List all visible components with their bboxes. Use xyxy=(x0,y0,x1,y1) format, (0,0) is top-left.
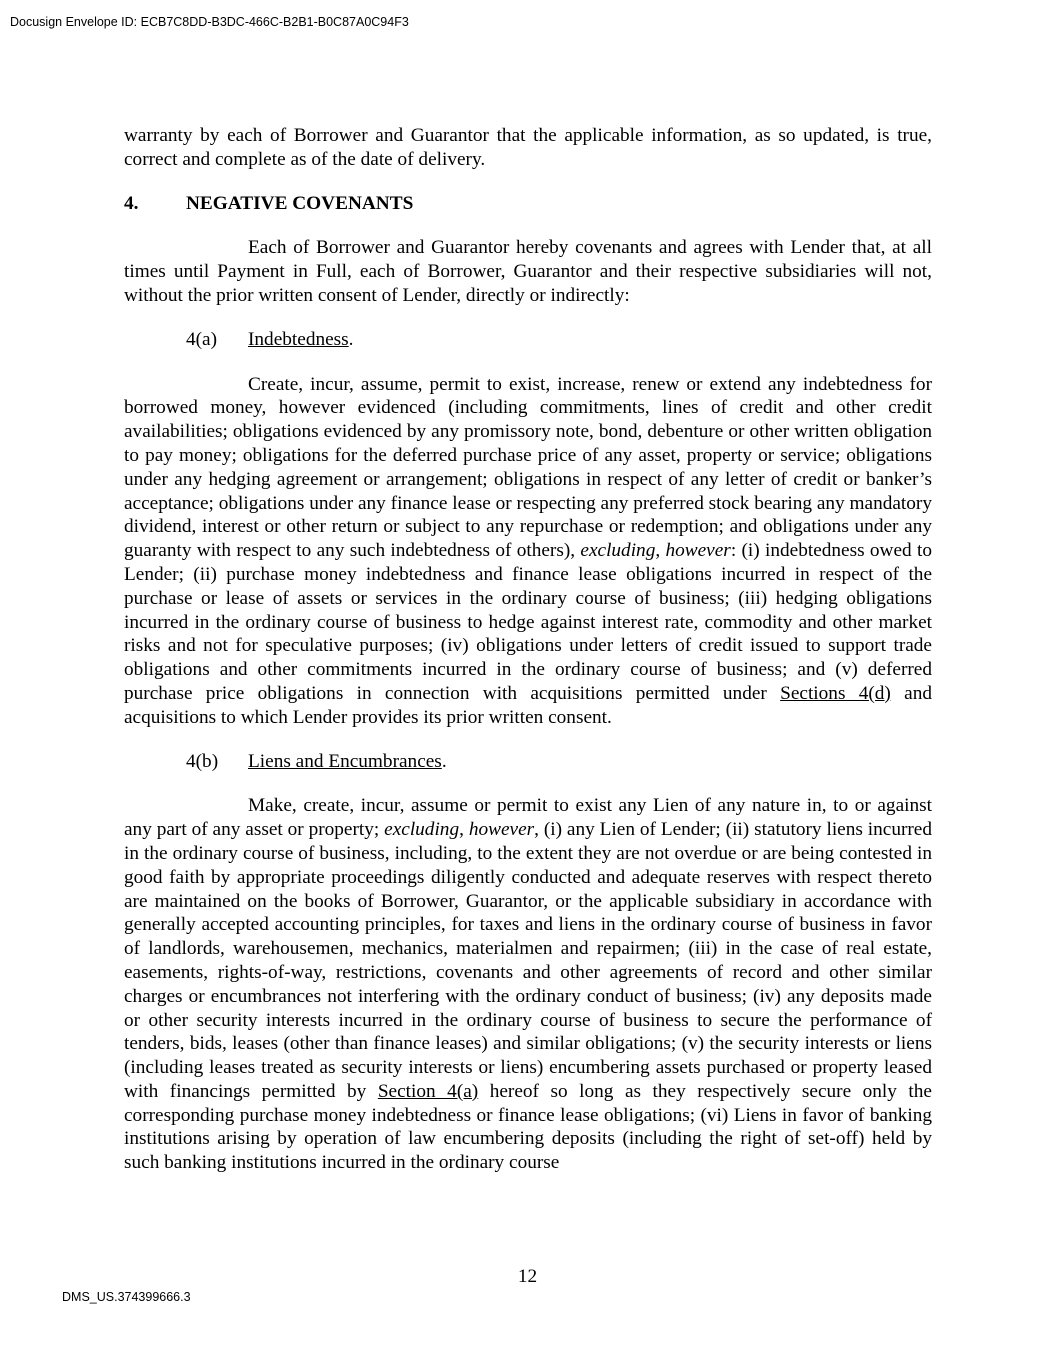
excluding-term: excluding xyxy=(384,819,460,841)
text-run: , xyxy=(459,819,469,841)
document-id: DMS_US.374399666.3 xyxy=(62,1290,191,1304)
docusign-envelope-id: Docusign Envelope ID: ECB7C8DD-B3DC-466C-B2B1-B0C87A0C94F3 xyxy=(10,15,409,29)
indebtedness-paragraph xyxy=(124,373,932,730)
subsection-title-period: . xyxy=(441,751,447,773)
section-reference: Section 4(a) xyxy=(377,1080,479,1102)
text-run: hereof so long as they respectively secure only the corresponding purchase money indebtedness or finance lease obligations; (vi) Liens in favor of banking institutions arising by operation of law encumbering deposits (including the right of set-off) held by such banking institutions incurred in the ordinary course xyxy=(124,1080,932,1174)
section-title: NEGATIVE COVENANTS xyxy=(186,193,414,215)
subsection-number: 4(a) xyxy=(186,329,218,351)
text-run: , (i) any Lien of Lender; (ii) statutory liens incurred in the ordinary course of business, including, to the extent they are not overdue or are being contested in good faith by appropriate proceedings diligently conducted and adequate reserves with respect thereto are maintained on the books of Borrower, Guarantor, or the applicable subsidiary in accordance with generally accepted accounting principles, for taxes and liens in the ordinary course of business in favor of landlords, warehousemen, mechanics, materialmen and repairmen; (iii) in the case of real estate, easements, rights-of-way, restrictions, covenants and other agreements of record and other similar charges or encumbrances not interfering with the ordinary conduct of business; (iv) any deposits made or other security interests incurred in the ordinary course of business to secure the performance of tenders, bids, leases (other than finance leases) and similar obligations; (v) the security interests or liens (including leases treated as security interests or liens) encumbering assets purchased or property leased with financings permitted by xyxy=(124,819,932,1102)
subsection-heading-4a xyxy=(124,328,932,352)
document-body xyxy=(124,124,932,1175)
text-run: and acquisitions to which Lender provides its prior written consent. xyxy=(124,682,932,728)
however-term: however xyxy=(665,540,731,562)
subsection-heading-4b xyxy=(124,750,932,774)
text-run: : (i) indebtedness owed to Lender; (ii) purchase money indebtedness and finance lease obligations incurred in respect of the purchase or lease of assets or services in the ordinary course of business; (iii) hedging obligations incurred in the ordinary course of business to hedge against interest rate, commodity and other market risks and not for speculative purposes; (iv) obligations under letters of credit issued to support trade obligations and other commitments incurred in the ordinary course of business; and (v) deferred purchase price obligations in connection with acquisitions permitted under xyxy=(124,540,932,704)
page-number: 12 xyxy=(517,1266,538,1287)
subsection-title-text: Indebtedness xyxy=(248,329,349,351)
text-run: , xyxy=(655,540,666,562)
subsection-title xyxy=(248,750,447,774)
text-run: Make, create, incur, assume or permit to exist any Lien of any nature in, to or against any part of any asset or property; xyxy=(124,795,932,841)
subsection-title-period: . xyxy=(348,329,354,351)
liens-paragraph xyxy=(124,794,932,1175)
text-run: Create, incur, assume, permit to exist, increase, renew or extend any indebtedness for borrowed money, however evidenced (including commitments, lines of credit and other credit availabilities; obligations evidenced by any promissory note, bond, debenture or other written obligation to pay money; obligations for the deferred purchase price of any asset, property or service; obligations under any hedging agreement or arrangement; obligations in respect of any letter of credit or banker’s acceptance; obligations under any finance lease or respecting any preferred stock bearing any mandatory dividend, interest or other return or subject to any repurchase or redemption; and obligations under any guaranty with respect to any such indebtedness of others), xyxy=(124,373,932,562)
however-term: however xyxy=(468,819,535,841)
section-number: 4. xyxy=(124,193,139,215)
intro-paragraph: warranty by each of Borrower and Guarantor that the applicable information, as so updated, is true, correct and complete as of the date of delivery. xyxy=(124,125,932,170)
section-reference: Sections 4(d) xyxy=(780,682,891,704)
subsection-title xyxy=(248,328,354,352)
section-intro-paragraph: Each of Borrower and Guarantor hereby covenants and agrees with Lender that, at all times until Payment in Full, each of Borrower, Guarantor and their respective subsidiaries will not, without the prior written consent of Lender, directly or indirectly: xyxy=(124,237,932,306)
subsection-number: 4(b) xyxy=(186,751,219,773)
subsection-title-text: Liens and Encumbrances xyxy=(248,751,442,773)
excluding-term: excluding xyxy=(580,540,656,562)
section-heading xyxy=(124,192,932,216)
